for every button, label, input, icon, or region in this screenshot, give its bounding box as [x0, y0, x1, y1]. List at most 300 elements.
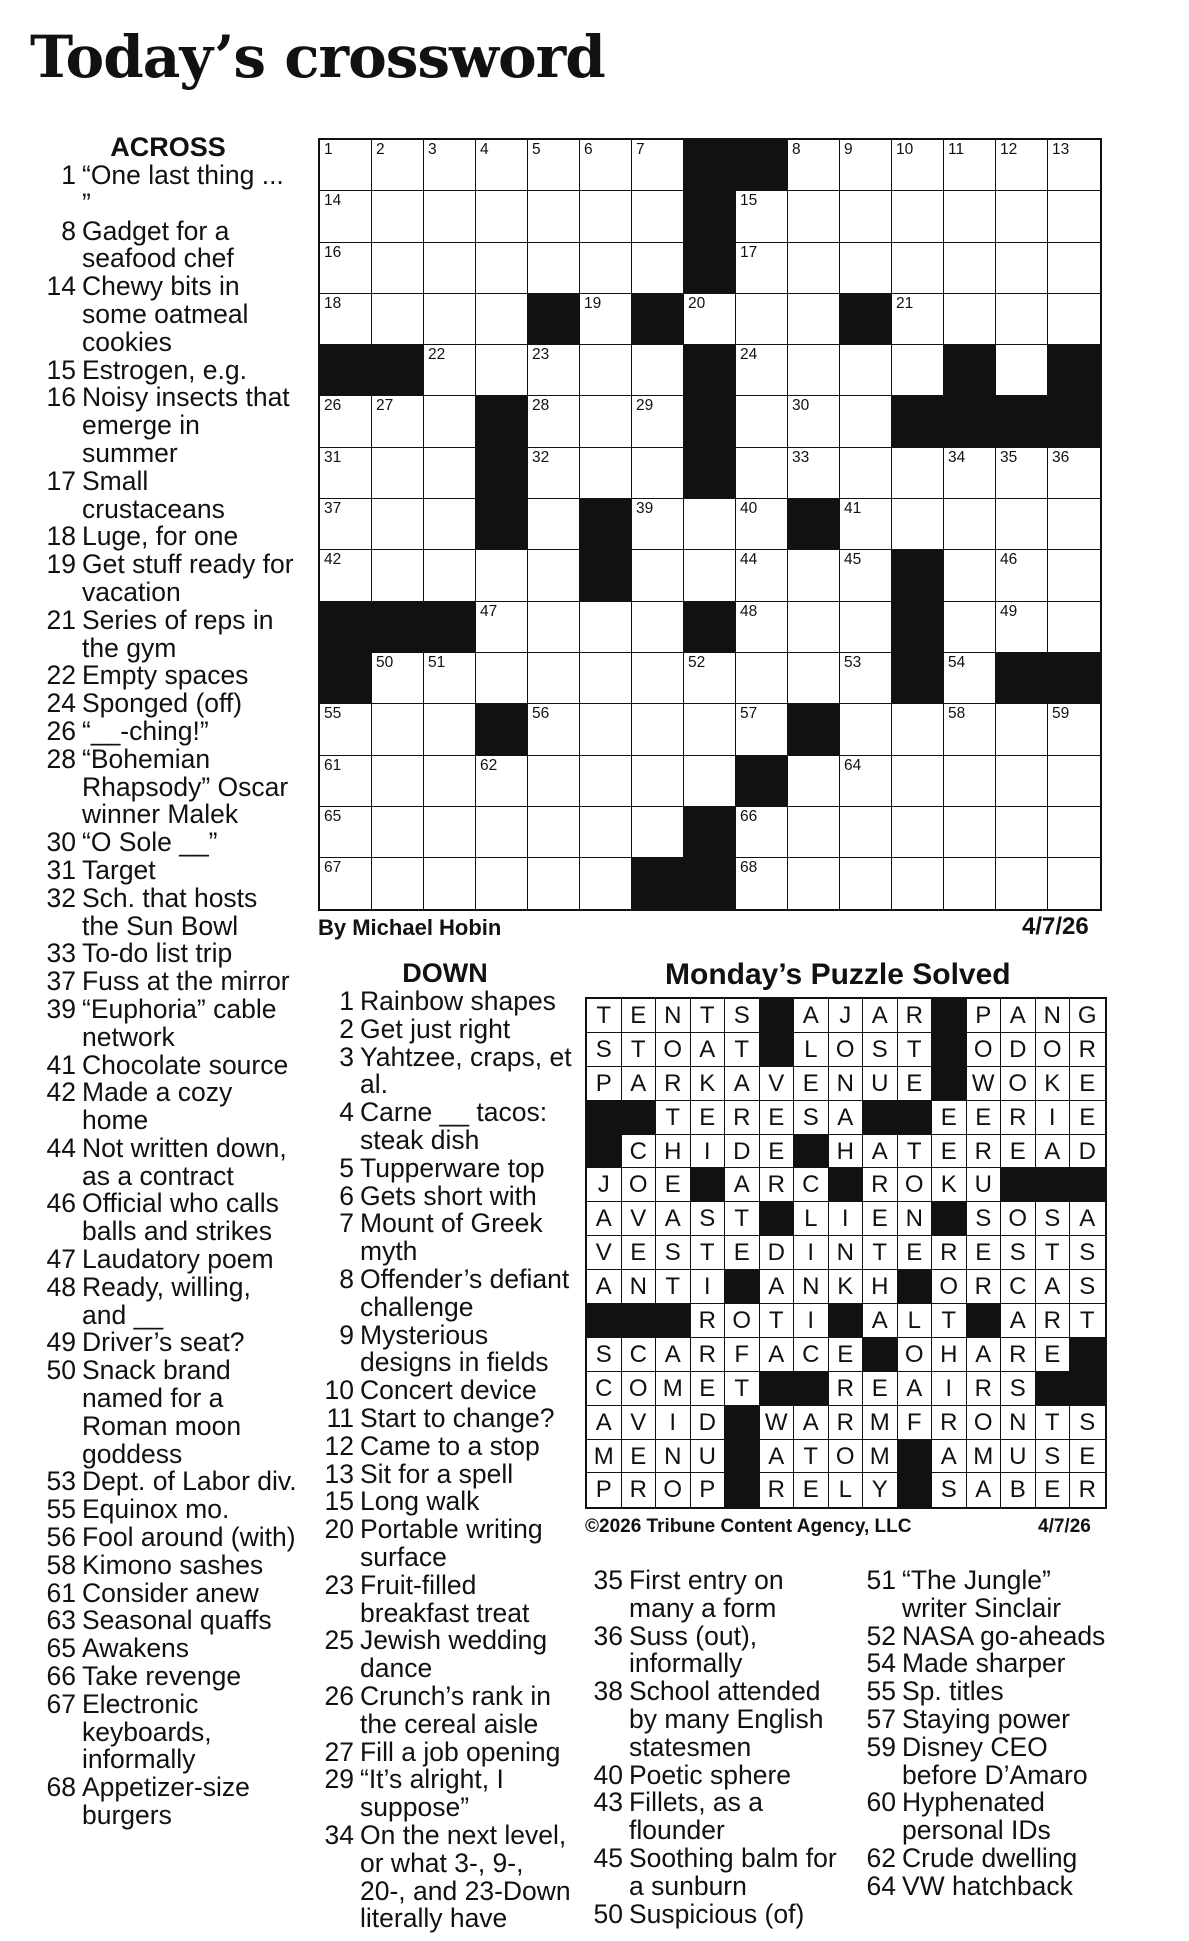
grid-cell[interactable]: [424, 191, 476, 242]
grid-cell[interactable]: [944, 243, 996, 294]
grid-cell[interactable]: [1048, 807, 1100, 858]
grid-cell[interactable]: [944, 448, 996, 499]
grid-cell[interactable]: [736, 499, 788, 550]
grid-cell[interactable]: [840, 653, 892, 704]
grid-cell[interactable]: [788, 653, 840, 704]
grid-cell[interactable]: [528, 499, 580, 550]
solution-letter: I: [691, 1135, 726, 1169]
grid-cell[interactable]: [580, 243, 632, 294]
solution-letter: A: [587, 1406, 622, 1440]
grid-cell[interactable]: [684, 756, 736, 807]
solution-letter: R: [967, 1135, 1002, 1169]
grid-cell[interactable]: [736, 294, 788, 345]
grid-cell[interactable]: [996, 499, 1048, 550]
solution-letter: O: [898, 1338, 933, 1372]
grid-cell[interactable]: [528, 140, 580, 191]
grid-cell[interactable]: [892, 858, 944, 909]
grid-cell[interactable]: [476, 653, 528, 704]
grid-cell[interactable]: [372, 396, 424, 447]
grid-cell[interactable]: [424, 396, 476, 447]
clue-number: 16: [46, 382, 76, 413]
grid-cell[interactable]: [632, 140, 684, 191]
grid-cell[interactable]: [736, 448, 788, 499]
grid-cell[interactable]: [1048, 243, 1100, 294]
grid-cell[interactable]: [736, 807, 788, 858]
grid-cell[interactable]: [1048, 191, 1100, 242]
grid-cell[interactable]: [528, 653, 580, 704]
clue-number: 55: [46, 1494, 76, 1525]
clue-number: 57: [866, 1703, 896, 1734]
grid-cell[interactable]: [840, 191, 892, 242]
grid-cell[interactable]: [320, 448, 372, 499]
grid-cell[interactable]: [1048, 602, 1100, 653]
clue-item: [585, 1759, 847, 1790]
grid-cell[interactable]: [788, 858, 840, 909]
grid-cell[interactable]: [424, 653, 476, 704]
solution-letter: A: [863, 1135, 898, 1169]
grid-cell[interactable]: [736, 345, 788, 396]
grid-cell[interactable]: [372, 191, 424, 242]
grid-cell[interactable]: [840, 396, 892, 447]
solution-letter: E: [1036, 1338, 1071, 1372]
solution-letter: E: [760, 1135, 795, 1169]
grid-cell[interactable]: [528, 345, 580, 396]
clue-item: [38, 523, 298, 551]
grid-cell[interactable]: [684, 550, 736, 601]
grid-cell[interactable]: [684, 294, 736, 345]
grid-cell[interactable]: [996, 756, 1048, 807]
black-square: [944, 396, 996, 447]
grid-cell[interactable]: [372, 550, 424, 601]
grid-cell[interactable]: [944, 550, 996, 601]
solution-letter: O: [932, 1270, 967, 1304]
grid-cell[interactable]: [840, 140, 892, 191]
grid-cell[interactable]: [528, 858, 580, 909]
grid-cell[interactable]: [424, 499, 476, 550]
solution-letter: S: [1070, 1406, 1105, 1440]
grid-cell[interactable]: [372, 653, 424, 704]
grid-cell[interactable]: [944, 858, 996, 909]
grid-cell[interactable]: [372, 243, 424, 294]
solution-letter: O: [898, 1168, 933, 1202]
grid-cell[interactable]: [580, 756, 632, 807]
grid-cell[interactable]: [424, 140, 476, 191]
solution-black-square: [863, 1101, 898, 1135]
grid-cell[interactable]: [580, 858, 632, 909]
grid-cell[interactable]: [1048, 448, 1100, 499]
solution-letter: O: [656, 1473, 691, 1507]
grid-cell[interactable]: [892, 499, 944, 550]
grid-cell[interactable]: [528, 756, 580, 807]
solution-letter: R: [863, 1168, 898, 1202]
clue-text: Mount of Greek myth: [360, 1208, 543, 1267]
grid-cell[interactable]: [1048, 294, 1100, 345]
grid-cell[interactable]: [580, 191, 632, 242]
grid-cell[interactable]: [320, 550, 372, 601]
cell-number: 9: [844, 141, 853, 158]
grid-cell[interactable]: [476, 191, 528, 242]
solution-letter: N: [829, 1236, 864, 1270]
grid-cell[interactable]: [320, 499, 372, 550]
grid-cell[interactable]: [788, 140, 840, 191]
clue-number: 8: [339, 1263, 354, 1294]
grid-cell[interactable]: [944, 140, 996, 191]
grid-cell[interactable]: [840, 602, 892, 653]
cell-number: 56: [532, 705, 550, 723]
clue-text: Rainbow shapes: [360, 986, 556, 1016]
cell-number: 66: [740, 807, 758, 825]
grid-cell[interactable]: [632, 602, 684, 653]
solution-letter: C: [587, 1372, 622, 1406]
grid-cell[interactable]: [528, 807, 580, 858]
grid-cell[interactable]: [528, 191, 580, 242]
grid-cell[interactable]: [944, 602, 996, 653]
grid-cell[interactable]: [840, 499, 892, 550]
solution-letter: O: [829, 1440, 864, 1474]
grid-cell[interactable]: [528, 448, 580, 499]
clue-item: [858, 1567, 1120, 1623]
clue-item: [38, 1357, 298, 1468]
clue-text: NASA go-aheads: [902, 1620, 1106, 1651]
clue-text: On the next level, or what 3-, 9-, 20-, and 23-Down literally have: [360, 1819, 571, 1934]
grid-cell[interactable]: [580, 345, 632, 396]
grid-cell[interactable]: [840, 448, 892, 499]
clue-item: [38, 940, 298, 968]
cell-number: 67: [324, 859, 342, 877]
grid-cell[interactable]: [684, 704, 736, 755]
clue-text: Fillets, as a flounder: [629, 1787, 764, 1846]
grid-cell[interactable]: [372, 756, 424, 807]
cell-number: 10: [896, 141, 914, 158]
solution-black-square: [587, 1101, 622, 1135]
cell-number: 65: [324, 807, 342, 825]
cell-number: 36: [1052, 448, 1070, 466]
grid-cell[interactable]: [944, 294, 996, 345]
clue-number: 65: [46, 1633, 76, 1664]
grid-cell[interactable]: [736, 396, 788, 447]
clue-number: 13: [324, 1458, 354, 1489]
grid-cell[interactable]: [1048, 499, 1100, 550]
cell-number: 20: [688, 294, 706, 312]
grid-cell[interactable]: [788, 396, 840, 447]
clue-item: [38, 384, 298, 467]
grid-cell[interactable]: [372, 807, 424, 858]
grid-cell[interactable]: [476, 756, 528, 807]
solution-letter: V: [760, 1067, 795, 1101]
solution-black-square: [898, 1473, 933, 1507]
clue-text: Snack brand named for a Roman moon goddess: [82, 1355, 242, 1469]
solution-letter: I: [829, 1202, 864, 1236]
solution-letter: E: [932, 1101, 967, 1135]
clue-text: “O Sole __”: [82, 827, 218, 858]
clue-text: Carne __ tacos: steak dish: [360, 1097, 548, 1155]
grid-cell[interactable]: [892, 243, 944, 294]
grid-cell[interactable]: [424, 448, 476, 499]
solution-letter: A: [587, 1270, 622, 1304]
grid-cell[interactable]: [996, 448, 1048, 499]
grid-cell[interactable]: [632, 756, 684, 807]
solution-black-square: [932, 1202, 967, 1236]
clue-text: Noisy insects that emerge in summer: [82, 382, 290, 468]
cell-number: 11: [948, 141, 965, 158]
solution-letter: S: [794, 1101, 829, 1135]
grid-cell[interactable]: [996, 140, 1048, 191]
grid-cell[interactable]: [840, 704, 892, 755]
black-square: [632, 858, 684, 909]
grid-cell[interactable]: [1048, 704, 1100, 755]
grid-cell[interactable]: [996, 191, 1048, 242]
grid-cell[interactable]: [424, 294, 476, 345]
grid-cell[interactable]: [424, 858, 476, 909]
grid-cell[interactable]: [424, 345, 476, 396]
grid-cell[interactable]: [788, 807, 840, 858]
grid-cell[interactable]: [996, 345, 1048, 396]
grid-cell[interactable]: [632, 550, 684, 601]
grid-cell[interactable]: [528, 704, 580, 755]
grid-cell[interactable]: [320, 243, 372, 294]
clue-number: 37: [46, 966, 76, 997]
grid-cell[interactable]: [892, 704, 944, 755]
clue-number: 31: [46, 854, 76, 885]
grid-cell[interactable]: [788, 602, 840, 653]
grid-cell[interactable]: [580, 653, 632, 704]
copyright: ©2026 Tribune Content Agency, LLC: [585, 1516, 912, 1537]
grid-cell[interactable]: [788, 550, 840, 601]
clue-item: [316, 1569, 574, 1628]
grid-cell[interactable]: [996, 858, 1048, 909]
grid-cell[interactable]: [736, 858, 788, 909]
grid-cell[interactable]: [632, 448, 684, 499]
grid-cell[interactable]: [944, 499, 996, 550]
grid-cell[interactable]: [996, 550, 1048, 601]
clue-text: Crunch’s rank in the cereal aisle: [360, 1680, 551, 1739]
grid-cell[interactable]: [788, 756, 840, 807]
solution-letter: B: [1001, 1473, 1036, 1507]
grid-cell[interactable]: [892, 756, 944, 807]
grid-cell[interactable]: [1048, 756, 1100, 807]
grid-cell[interactable]: [632, 396, 684, 447]
grid-cell[interactable]: [840, 807, 892, 858]
grid-cell[interactable]: [632, 345, 684, 396]
grid-cell[interactable]: [944, 807, 996, 858]
grid-cell[interactable]: [736, 704, 788, 755]
grid-cell[interactable]: [944, 756, 996, 807]
grid-cell[interactable]: [892, 294, 944, 345]
grid-cell[interactable]: [320, 140, 372, 191]
solution-letter: T: [691, 1236, 726, 1270]
grid-cell[interactable]: [320, 191, 372, 242]
grid-cell[interactable]: [476, 807, 528, 858]
grid-cell[interactable]: [996, 294, 1048, 345]
grid-cell[interactable]: [528, 550, 580, 601]
grid-cell[interactable]: [372, 704, 424, 755]
clue-text: Chewy bits in some oatmeal cookies: [82, 271, 249, 357]
grid-cell[interactable]: [632, 807, 684, 858]
grid-cell[interactable]: [996, 807, 1048, 858]
clue-number: 23: [324, 1569, 354, 1600]
clue-text: Suss (out), informally: [629, 1620, 758, 1679]
grid-cell[interactable]: [476, 243, 528, 294]
grid-cell[interactable]: [580, 807, 632, 858]
grid-cell[interactable]: [840, 756, 892, 807]
solution-letter: A: [794, 999, 829, 1033]
solution-letter: S: [1001, 1236, 1036, 1270]
black-square: [788, 704, 840, 755]
grid-cell[interactable]: [996, 243, 1048, 294]
grid-cell[interactable]: [788, 448, 840, 499]
solution-letter: M: [967, 1440, 1002, 1474]
grid-cell[interactable]: [372, 858, 424, 909]
cell-number: 40: [740, 500, 758, 518]
black-square: [736, 756, 788, 807]
grid-cell[interactable]: [372, 140, 424, 191]
clue-item: [38, 662, 298, 690]
solution-letter: E: [1070, 1101, 1105, 1135]
grid-cell[interactable]: [944, 704, 996, 755]
solution-title: Monday’s Puzzle Solved: [665, 958, 1011, 991]
grid-cell[interactable]: [476, 140, 528, 191]
clue-item: [316, 1263, 574, 1322]
solution-letter: I: [794, 1304, 829, 1338]
grid-cell[interactable]: [320, 756, 372, 807]
grid-cell[interactable]: [580, 294, 632, 345]
grid-cell[interactable]: [788, 294, 840, 345]
grid-cell[interactable]: [476, 345, 528, 396]
grid-cell[interactable]: [632, 704, 684, 755]
grid-cell[interactable]: [996, 602, 1048, 653]
grid-cell[interactable]: [372, 294, 424, 345]
grid-cell[interactable]: [372, 448, 424, 499]
grid-cell[interactable]: [736, 550, 788, 601]
grid-cell[interactable]: [424, 756, 476, 807]
grid-cell[interactable]: [632, 243, 684, 294]
grid-cell[interactable]: [528, 396, 580, 447]
grid-cell[interactable]: [320, 294, 372, 345]
solution-letter: E: [725, 1236, 760, 1270]
grid-cell[interactable]: [892, 807, 944, 858]
grid-cell[interactable]: [788, 243, 840, 294]
grid-cell[interactable]: [1048, 550, 1100, 601]
grid-cell[interactable]: [840, 858, 892, 909]
grid-cell[interactable]: [424, 704, 476, 755]
grid-cell[interactable]: [840, 345, 892, 396]
solution-letter: S: [863, 1033, 898, 1067]
black-square: [632, 294, 684, 345]
solution-letter: C: [622, 1338, 657, 1372]
clue-item: [38, 551, 298, 607]
clue-item: [38, 993, 298, 1052]
clue-number: 34: [324, 1819, 354, 1850]
cell-number: 57: [740, 705, 758, 723]
grid-cell[interactable]: [892, 191, 944, 242]
grid-cell[interactable]: [424, 550, 476, 601]
grid-cell[interactable]: [944, 191, 996, 242]
clue-number: 11: [326, 1402, 354, 1433]
clue-number: 4: [339, 1097, 354, 1128]
clue-item: [38, 604, 298, 663]
grid-cell[interactable]: [528, 602, 580, 653]
grid-cell[interactable]: [320, 396, 372, 447]
grid-cell[interactable]: [788, 191, 840, 242]
grid-cell[interactable]: [788, 345, 840, 396]
grid-cell[interactable]: [840, 243, 892, 294]
grid-cell[interactable]: [424, 243, 476, 294]
grid-cell[interactable]: [320, 858, 372, 909]
solution-letter: V: [587, 1236, 622, 1270]
cell-number: 14: [324, 192, 342, 210]
grid-cell[interactable]: [944, 653, 996, 704]
grid-cell[interactable]: [580, 140, 632, 191]
grid-cell[interactable]: [632, 499, 684, 550]
grid-cell[interactable]: [1048, 140, 1100, 191]
crossword-grid: [318, 138, 1102, 911]
cell-number: 47: [480, 602, 498, 620]
grid-cell[interactable]: [1048, 858, 1100, 909]
grid-cell[interactable]: [580, 396, 632, 447]
grid-cell[interactable]: [684, 499, 736, 550]
grid-cell[interactable]: [632, 191, 684, 242]
solution-letter: R: [691, 1338, 726, 1372]
clue-number: 45: [593, 1842, 623, 1873]
cell-number: 12: [1000, 141, 1018, 158]
grid-cell[interactable]: [580, 448, 632, 499]
grid-cell[interactable]: [684, 653, 736, 704]
clue-text: “One last thing ... ”: [82, 160, 284, 218]
grid-cell[interactable]: [476, 858, 528, 909]
grid-cell[interactable]: [736, 243, 788, 294]
grid-cell[interactable]: [320, 807, 372, 858]
grid-cell[interactable]: [476, 602, 528, 653]
grid-cell[interactable]: [320, 704, 372, 755]
byline: By Michael Hobin: [318, 915, 502, 940]
solution-letter: L: [898, 1304, 933, 1338]
solution-letter: N: [1001, 1406, 1036, 1440]
grid-cell[interactable]: [580, 704, 632, 755]
solution-letter: S: [932, 1473, 967, 1507]
clue-number: 27: [324, 1736, 354, 1767]
grid-cell[interactable]: [476, 294, 528, 345]
cell-number: 64: [844, 756, 862, 774]
grid-cell[interactable]: [528, 243, 580, 294]
grid-cell[interactable]: [372, 499, 424, 550]
grid-cell[interactable]: [892, 345, 944, 396]
grid-cell[interactable]: [840, 550, 892, 601]
cell-number: 46: [1000, 551, 1018, 569]
grid-cell[interactable]: [580, 602, 632, 653]
grid-cell[interactable]: [736, 191, 788, 242]
solution-letter: T: [691, 999, 726, 1033]
grid-cell[interactable]: [892, 448, 944, 499]
grid-cell[interactable]: [892, 140, 944, 191]
solution-letter: S: [691, 1202, 726, 1236]
clue-text: “Bohemian Rhapsody” Oscar winner Malek: [82, 743, 289, 830]
grid-cell[interactable]: [632, 653, 684, 704]
solution-letter: E: [829, 1338, 864, 1372]
clue-item: [38, 1607, 298, 1635]
solution-black-square: [656, 1304, 691, 1338]
grid-cell[interactable]: [424, 807, 476, 858]
grid-cell[interactable]: [996, 704, 1048, 755]
grid-cell[interactable]: [476, 550, 528, 601]
solution-black-square: [760, 999, 795, 1033]
cell-number: 48: [740, 602, 758, 620]
solution-letter: E: [656, 1168, 691, 1202]
grid-cell[interactable]: [736, 602, 788, 653]
solution-letter: E: [622, 999, 657, 1033]
grid-cell[interactable]: [736, 653, 788, 704]
solution-letter: S: [656, 1236, 691, 1270]
solution-letter: O: [829, 1033, 864, 1067]
